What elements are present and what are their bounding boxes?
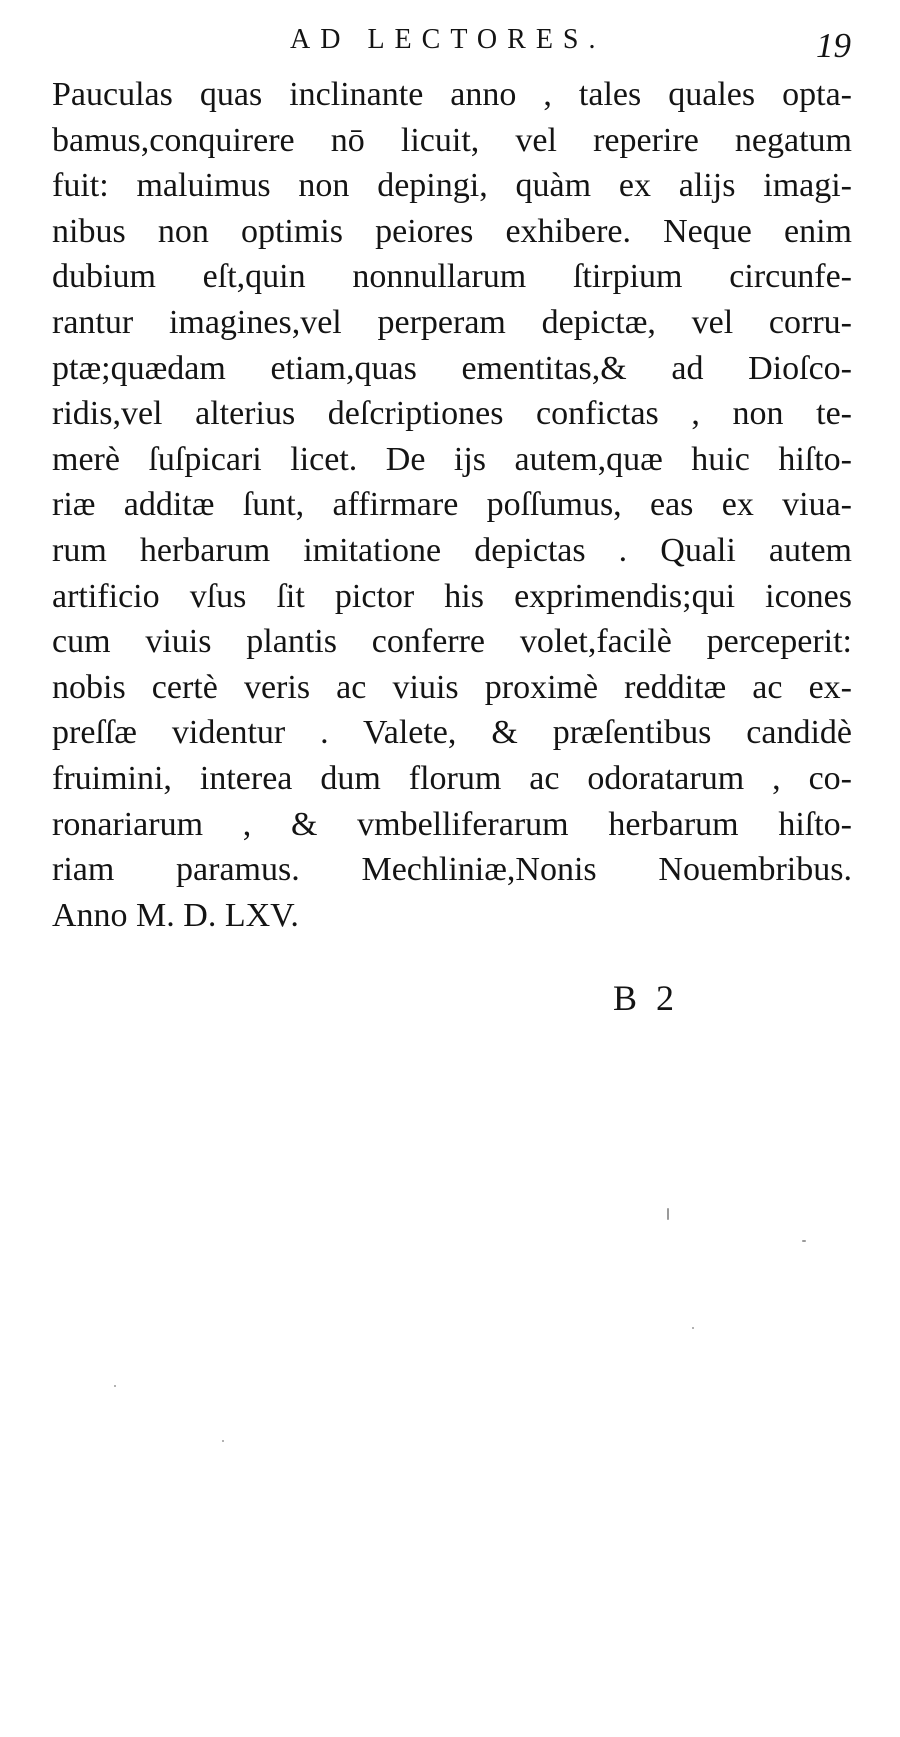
text-line: ridis,vel alterius deſcriptiones confictas , non te- <box>52 395 852 433</box>
running-head: AD LECTORES. <box>290 24 606 55</box>
text-line: dubium eſt,quin nonnullarum ſtirpium circunfe- <box>52 258 852 296</box>
paper-speck <box>667 1208 669 1220</box>
body-text <box>52 72 852 938</box>
text-line: nibus non optimis peiores exhibere. Neque enim <box>52 212 852 250</box>
text-line: ptæ;quædam etiam,quas ementitas,& ad Dioſco- <box>52 349 852 387</box>
page-number: 19 <box>816 26 851 65</box>
paper-speck <box>802 1240 806 1242</box>
text-line: cum viuis plantis conferre volet,facilè perceperit: <box>52 623 852 661</box>
text-line: Pauculas quas inclinante anno , tales quales opta- <box>52 76 852 113</box>
text-line: fruimini, interea dum florum ac odoratarum , co- <box>52 759 852 797</box>
text-line: riam paramus. Mechliniæ,Nonis Nouembribus. <box>52 851 852 889</box>
text-line: artificio vſus ſit pictor his exprimendis;qui icones <box>52 577 852 615</box>
signature-mark: B 2 <box>613 978 675 1018</box>
paper-speck <box>222 1440 224 1442</box>
text-line: rum herbarum imitatione depictas . Quali autem <box>52 531 852 569</box>
text-line: fuit: maluimus non depingi, quàm ex alijs imagi- <box>52 167 852 205</box>
text-line: bamus,conquirere nō licuit, vel reperire negatum <box>52 121 852 159</box>
text-line: rantur imagines,vel perperam depictæ, vel corru- <box>52 303 852 341</box>
text-line: preſſæ videntur . Valete, & præſentibus candidè <box>52 714 852 752</box>
paper-speck <box>114 1385 116 1387</box>
text-line: merè ſuſpicari licet. De ijs autem,quæ huic hiſto- <box>52 440 852 478</box>
date-line: Anno M. D. LXV. <box>52 896 299 934</box>
text-line: ronariarum , & vmbelliferarum herbarum hiſto- <box>52 805 852 843</box>
paper-speck <box>692 1327 694 1329</box>
text-line: riæ additæ ſunt, affirmare poſſumus, eas ex viua- <box>52 486 852 524</box>
text-line: nobis certè veris ac viuis proximè redditæ ac ex- <box>52 668 852 706</box>
